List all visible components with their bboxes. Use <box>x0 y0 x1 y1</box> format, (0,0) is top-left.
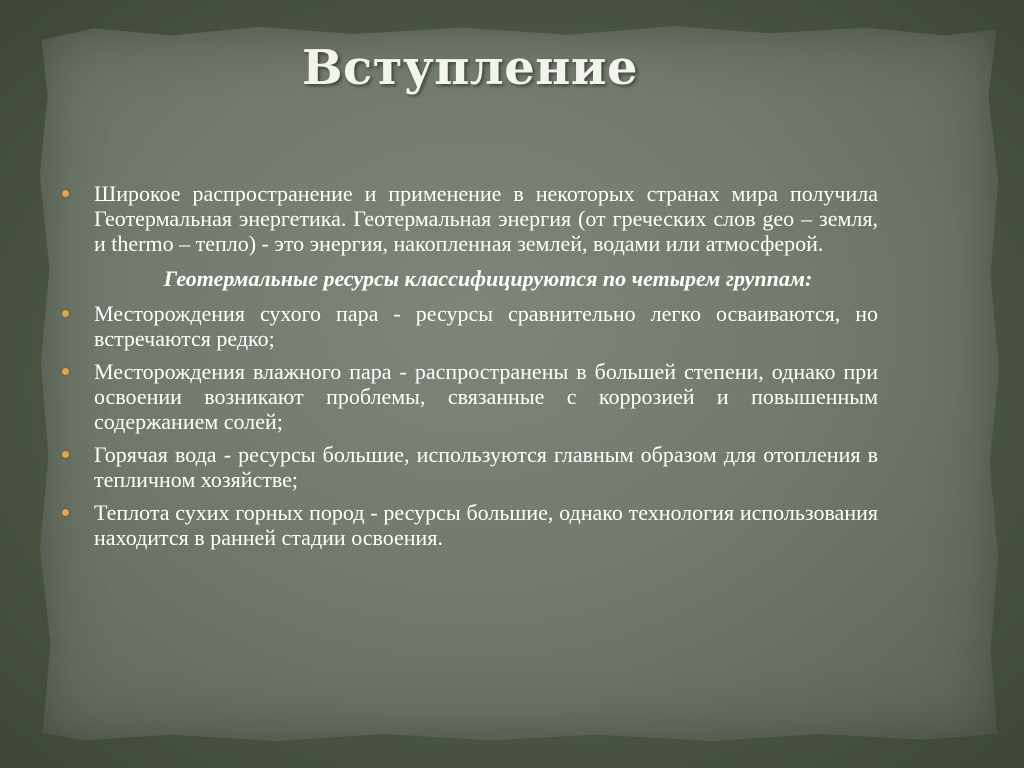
list-item-text: Месторождения сухого пара - ресурсы сравнительно легко осваиваются, но встречаются редко; <box>94 301 878 351</box>
round-bullet-icon <box>62 451 69 458</box>
round-bullet-icon <box>62 310 69 317</box>
slide-body <box>58 181 878 558</box>
list-item-text: Горячая вода - ресурсы большие, используются главным образом для отопления в тепличном хозяйстве; <box>94 442 878 492</box>
list-item <box>58 500 878 550</box>
list-item <box>58 301 878 351</box>
intro-text: Широкое распространение и применение в некоторых странах мира получила Геотермальная энергетика. Геотермальная энергия (от греческих слов geo – земля, и thermo – тепло) - это энергия, накопленная землей, водами или атмосферой. <box>94 181 878 256</box>
section-subheading: Геотермальные ресурсы классифицируются по четырем группам: <box>163 266 813 291</box>
round-bullet-icon <box>62 509 69 516</box>
list-item-text: Месторождения влажного пара - распространены в большей степени, однако при освоении возникают проблемы, связанные с коррозией и повышенным содержанием солей; <box>94 359 878 434</box>
list-item <box>58 442 878 492</box>
slide-title: Вступление <box>301 40 639 96</box>
round-bullet-icon <box>62 190 69 197</box>
list-item-text: Теплота сухих горных пород - ресурсы большие, однако технология использования находится в ранней стадии освоения. <box>94 500 878 550</box>
list-item <box>58 359 878 434</box>
list-item-intro <box>58 181 878 256</box>
round-bullet-icon <box>62 368 69 375</box>
